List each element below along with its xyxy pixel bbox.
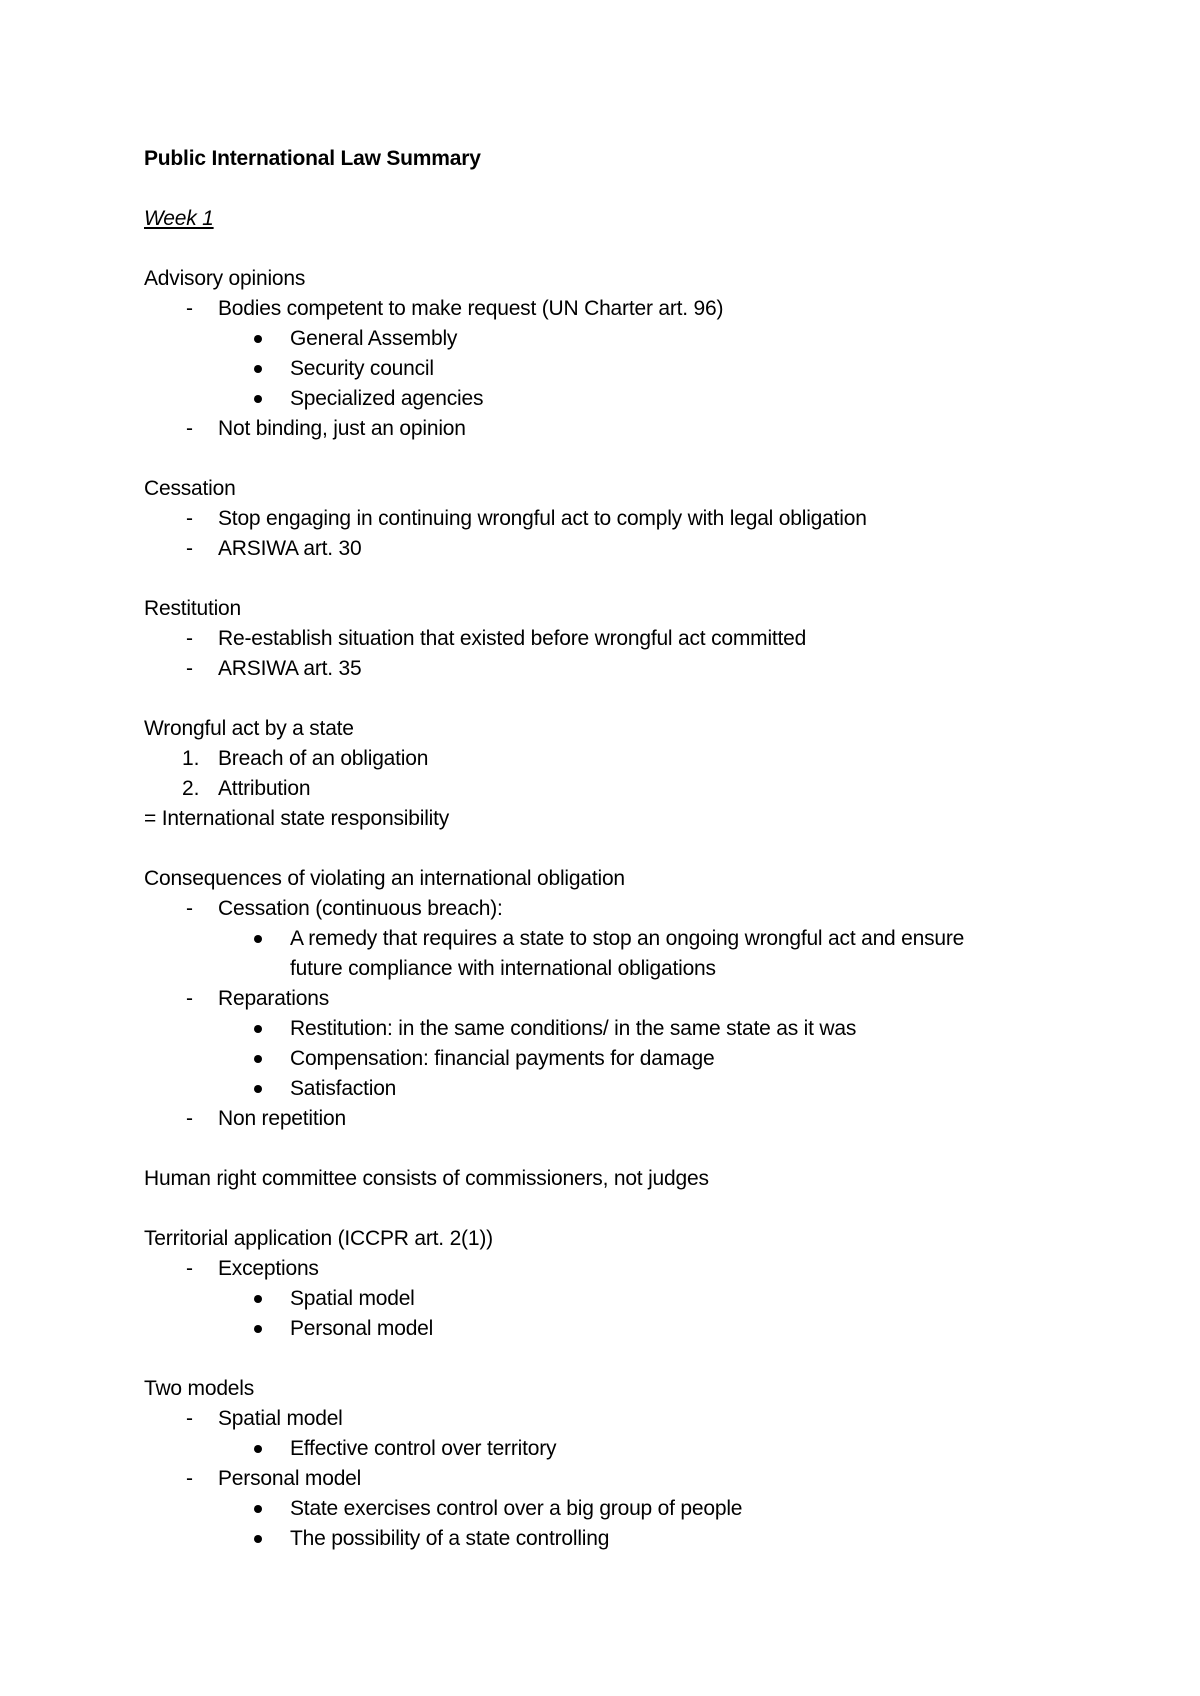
list-item: Security council (290, 357, 434, 380)
week-heading: Week 1 (144, 207, 214, 230)
list-item: Compensation: financial payments for damage (290, 1047, 715, 1070)
list-item: Attribution (218, 777, 311, 800)
list-item: Breach of an obligation (218, 747, 429, 770)
list-item: Bodies competent to make request (UN Charter art. 96) (218, 297, 724, 320)
document-title: Public International Law Summary (144, 147, 481, 170)
dash-bullet: - (186, 657, 193, 680)
dash-bullet: - (186, 1407, 193, 1430)
list-item: Personal model (290, 1317, 434, 1340)
bullet-icon (254, 935, 262, 943)
dash-bullet: - (186, 897, 193, 920)
bullet-icon (254, 1295, 262, 1303)
dash-bullet: - (186, 1467, 193, 1490)
list-item: A remedy that requires a state to stop an ongoing wrongful act and ensure (290, 927, 965, 950)
list-item: Personal model (218, 1467, 362, 1490)
section-heading-cessation: Cessation (144, 477, 236, 500)
section-heading-territorial: Territorial application (ICCPR art. 2(1)) (144, 1227, 493, 1250)
section-heading-restitution: Restitution (144, 597, 242, 620)
bullet-icon (254, 395, 262, 403)
bullet-icon (254, 1085, 262, 1093)
dash-bullet: - (186, 507, 193, 530)
list-item: Effective control over territory (290, 1437, 557, 1460)
section-heading-wrongful-act: Wrongful act by a state (144, 717, 354, 740)
dash-bullet: - (186, 1107, 193, 1130)
dash-bullet: - (186, 537, 193, 560)
list-item: General Assembly (290, 327, 458, 350)
section-heading-two-models: Two models (144, 1377, 255, 1400)
list-item-continuation: future compliance with international obligations (290, 957, 716, 980)
dash-bullet: - (186, 297, 193, 320)
list-item: Restitution: in the same conditions/ in the same state as it was (290, 1017, 857, 1040)
dash-bullet: - (186, 627, 193, 650)
list-item: Satisfaction (290, 1077, 397, 1100)
list-item: Spatial model (290, 1287, 415, 1310)
bullet-icon (254, 1025, 262, 1033)
bullet-icon (254, 365, 262, 373)
bullet-icon (254, 1055, 262, 1063)
list-item: Not binding, just an opinion (218, 417, 466, 440)
bullet-icon (254, 1445, 262, 1453)
bullet-icon (254, 335, 262, 343)
dash-bullet: - (186, 417, 193, 440)
result-line: = International state responsibility (144, 807, 450, 830)
list-item: Spatial model (218, 1407, 343, 1430)
paragraph: Human right committee consists of commissioners, not judges (144, 1167, 709, 1190)
list-item: Non repetition (218, 1107, 346, 1130)
section-heading-consequences: Consequences of violating an international obligation (144, 867, 625, 890)
list-item: ARSIWA art. 35 (218, 657, 362, 680)
bullet-icon (254, 1535, 262, 1543)
list-item: Exceptions (218, 1257, 319, 1280)
bullet-icon (254, 1505, 262, 1513)
list-item: Cessation (continuous breach): (218, 897, 503, 920)
list-number: 2. (182, 777, 200, 800)
list-item: Re-establish situation that existed before wrongful act committed (218, 627, 807, 650)
dash-bullet: - (186, 1257, 193, 1280)
list-number: 1. (182, 747, 200, 770)
bullet-icon (254, 1325, 262, 1333)
dash-bullet: - (186, 987, 193, 1010)
list-item: The possibility of a state controlling (290, 1527, 610, 1550)
list-item: Stop engaging in continuing wrongful act to comply with legal obligation (218, 507, 867, 530)
list-item: State exercises control over a big group of people (290, 1497, 743, 1520)
list-item: Reparations (218, 987, 330, 1010)
list-item: ARSIWA art. 30 (218, 537, 362, 560)
list-item: Specialized agencies (290, 387, 484, 410)
section-heading-advisory: Advisory opinions (144, 267, 306, 290)
